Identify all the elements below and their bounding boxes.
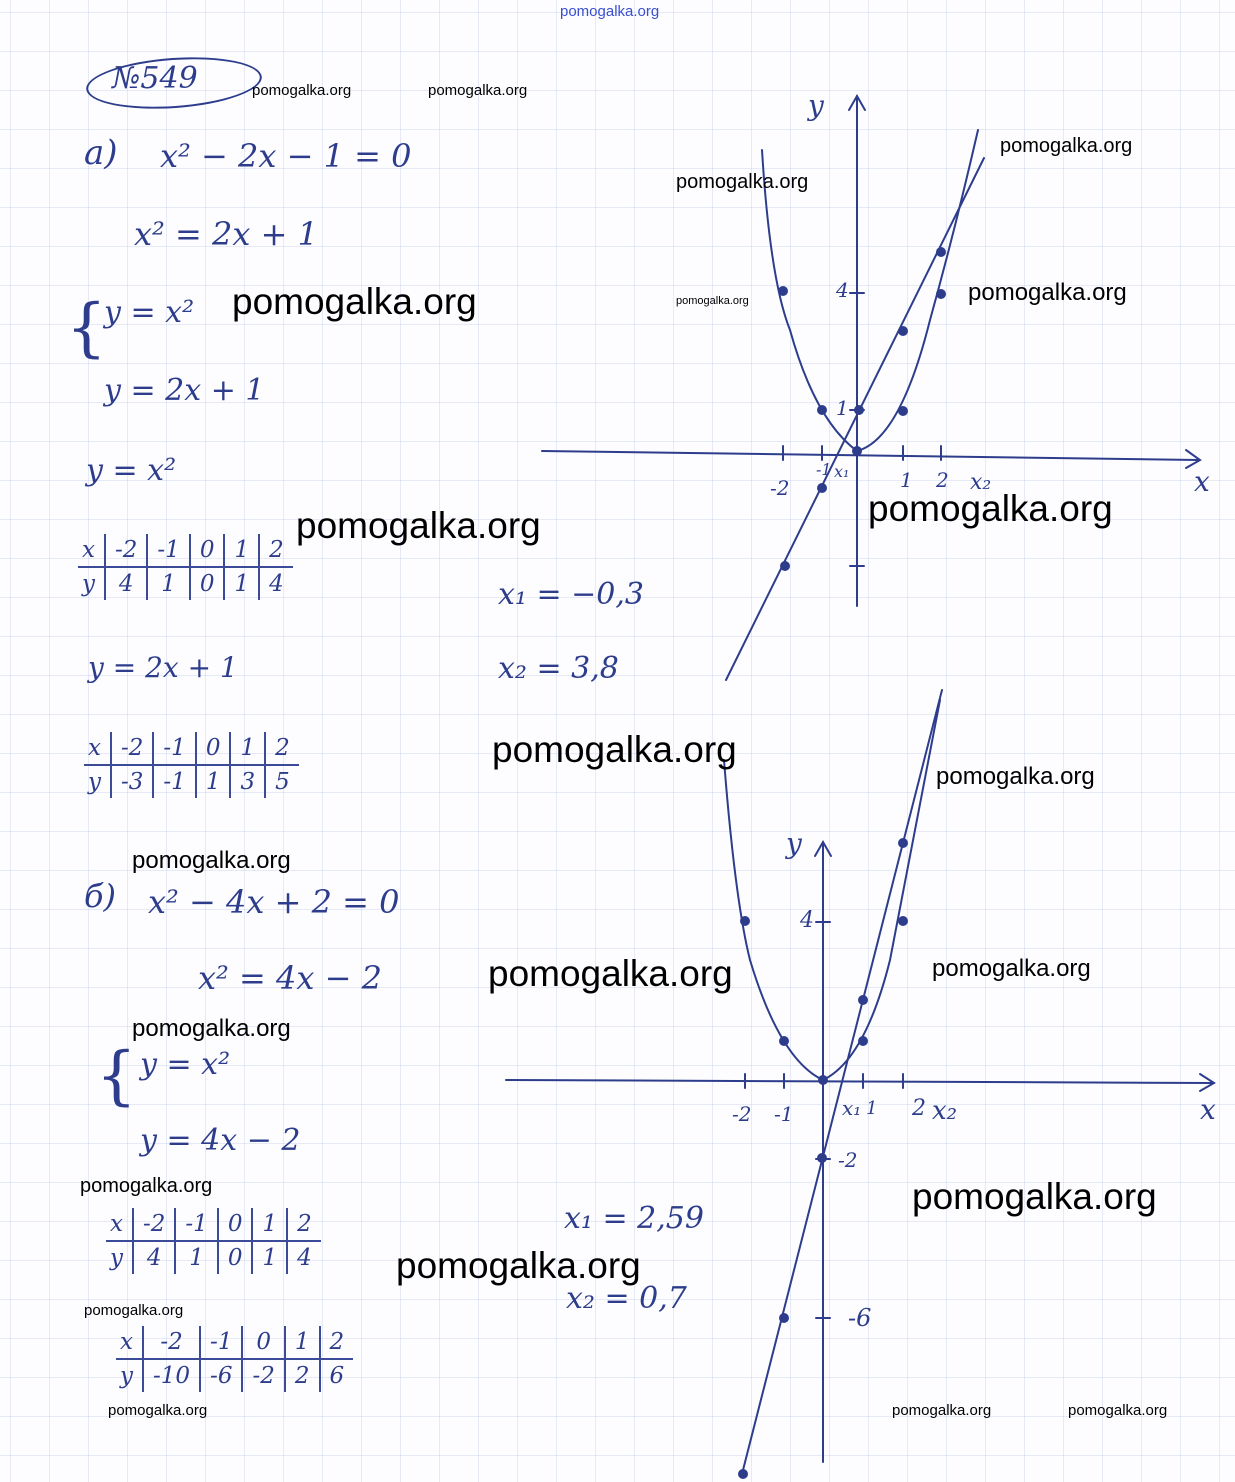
system-brace-b: { [96, 1039, 137, 1113]
part-a-table2-title: y = 2x + 1 [88, 651, 238, 684]
table-cell: x [106, 1208, 133, 1241]
table-cell: y [110, 1245, 123, 1271]
top-watermark: pomogalka.org [560, 3, 660, 20]
table-cell: -2 [133, 1208, 175, 1241]
watermark: pomogalka.org [296, 505, 541, 546]
graph-b-x-axis [506, 1080, 1214, 1083]
table-cell: 4 [287, 1241, 321, 1274]
watermark: pomogalka.org [676, 295, 749, 307]
table-cell: 1 [285, 1326, 320, 1359]
graph-b-tick-label: -2 [732, 1102, 752, 1126]
part-b-system-line2: y = 4x − 2 [140, 1123, 301, 1158]
graph-a-point [780, 561, 790, 571]
graph-b-x-label: x [1200, 1093, 1216, 1126]
graph-a-root-label: x₁ [834, 462, 850, 481]
table-cell: -1 [153, 765, 195, 798]
table-cell: 2 [265, 732, 299, 765]
system-brace-a: { [66, 291, 107, 365]
part-b-equation: x² − 4x + 2 = 0 [148, 883, 400, 921]
table-cell: 1 [196, 765, 231, 798]
watermark: pomogalka.org [868, 488, 1113, 529]
part-b-answer1: x₁ = 2,59 [564, 1201, 704, 1236]
graph-b-tick-label: -1 [774, 1102, 794, 1126]
graph-b-tick-label: -6 [848, 1304, 872, 1332]
graph-b-point [818, 1075, 828, 1085]
watermark: pomogalka.org [132, 1015, 291, 1042]
table-cell: 4 [105, 567, 147, 600]
watermark: pomogalka.org [396, 1245, 641, 1286]
watermark: pomogalka.org [968, 279, 1127, 306]
graph-b-point [817, 1153, 827, 1163]
part-a-answer1: x₁ = −0,3 [498, 577, 645, 612]
watermark: pomogalka.org [108, 1402, 208, 1419]
table-cell: -2 [242, 1359, 284, 1392]
table-cell: 0 [218, 1241, 253, 1274]
watermark: pomogalka.org [936, 763, 1095, 790]
graph-a-point [817, 405, 827, 415]
graph-b-tick-label: 4 [800, 908, 814, 933]
graph-a-point [936, 289, 946, 299]
table-cell: -6 [200, 1359, 242, 1392]
table-cell: 1 [147, 567, 189, 600]
table-cell: x [84, 732, 111, 765]
graph-a-root-label: x₂ [970, 470, 992, 495]
graph-b-parabola [724, 700, 940, 1080]
graph-a-point [898, 406, 908, 416]
table-cell: 3 [230, 765, 265, 798]
part-a-equation: x² − 2x − 1 = 0 [160, 137, 412, 175]
graph-a-tick-label: -2 [770, 476, 790, 500]
table-cell: 4 [259, 567, 293, 600]
table-cell: 0 [190, 534, 225, 567]
graph-b-point [738, 1469, 748, 1479]
table-cell: 2 [285, 1359, 320, 1392]
graph-b-point [898, 916, 908, 926]
table-cell: -3 [111, 765, 153, 798]
part-a-answer2: x₂ = 3,8 [498, 651, 619, 686]
graph-b-point [779, 1313, 789, 1323]
watermark: pomogalka.org [232, 281, 477, 322]
table-cell: y [82, 571, 95, 597]
watermark: pomogalka.org [80, 1175, 213, 1197]
task-number: №549 [112, 61, 198, 96]
graph-b-point [858, 995, 868, 1005]
part-b-label: б) [84, 877, 117, 915]
part-b-answer2: x₂ = 0,7 [566, 1281, 687, 1316]
table-cell: -1 [175, 1208, 217, 1241]
table-cell: -1 [200, 1326, 242, 1359]
graph-b-root-label: x₂ [932, 1096, 958, 1126]
table-cell: 1 [230, 732, 265, 765]
part-a-rewrite: x² = 2x + 1 [134, 215, 318, 253]
graph-a-point [817, 483, 827, 493]
part-a-label: а) [84, 133, 118, 173]
table-cell: 2 [259, 534, 293, 567]
table-cell: x [116, 1326, 143, 1359]
watermark: pomogalka.org [492, 729, 737, 770]
table-cell: -1 [153, 732, 195, 765]
watermark: pomogalka.org [676, 171, 809, 193]
graph-a-point [852, 446, 862, 456]
graph-a-x-axis [542, 451, 1198, 460]
watermark: pomogalka.org [132, 847, 291, 874]
table-cell: -2 [111, 732, 153, 765]
watermark: pomogalka.org [428, 82, 528, 99]
watermark: pomogalka.org [252, 82, 352, 99]
graph-a-tick-label: 1 [900, 468, 913, 492]
graph-a-tick-label: 4 [836, 278, 849, 302]
table-cell: -2 [105, 534, 147, 567]
graph-b-point [779, 1036, 789, 1046]
graph-b-root-label: x₁ [842, 1096, 862, 1120]
table-cell: 2 [287, 1208, 321, 1241]
graph-b-tick-label: 1 [866, 1098, 878, 1119]
part-a-system-line2: y = 2x + 1 [104, 373, 265, 408]
graph-b-point [740, 916, 750, 926]
graph-a-y-label: y [808, 89, 824, 122]
watermark: pomogalka.org [84, 1302, 184, 1319]
graph-b-tick-label: 2 [912, 1096, 926, 1121]
table-cell: 0 [242, 1326, 284, 1359]
table-cell: 1 [224, 567, 259, 600]
table-cell: -1 [147, 534, 189, 567]
watermark: pomogalka.org [488, 953, 733, 994]
graph-a-point [936, 247, 946, 257]
table-cell: -10 [143, 1359, 200, 1392]
table-cell: 2 [320, 1326, 354, 1359]
watermark: pomogalka.org [912, 1176, 1157, 1217]
table-cell: 1 [175, 1241, 217, 1274]
table-cell: -2 [143, 1326, 200, 1359]
graph-b-point [858, 1036, 868, 1046]
watermark: pomogalka.org [932, 955, 1091, 982]
watermark: pomogalka.org [892, 1402, 992, 1419]
table-cell: y [120, 1363, 133, 1389]
part-a-table1-title: y = x² [86, 453, 177, 488]
graph-b-tick-label: -2 [838, 1148, 858, 1172]
graph-a-x-label: x [1194, 465, 1210, 498]
table-cell: 1 [252, 1241, 287, 1274]
graph-a-line [726, 158, 984, 680]
graph-a-tick-label: 1 [836, 396, 849, 420]
table-cell: y [88, 769, 101, 795]
graph-a-tick-label: -1 [816, 460, 832, 479]
table-cell: 5 [265, 765, 299, 798]
part-a-system-line1: y = x² [104, 295, 195, 330]
watermark: pomogalka.org [1000, 135, 1133, 157]
table-cell: x [78, 534, 105, 567]
graph-a-tick-label: 2 [936, 468, 949, 492]
part-b-rewrite: x² = 4x − 2 [198, 959, 382, 997]
watermark: pomogalka.org [1068, 1402, 1168, 1419]
graph-b-y-label: y [786, 827, 802, 860]
graph-a-point [854, 405, 864, 415]
graph-b-point [898, 838, 908, 848]
table-cell: 0 [218, 1208, 253, 1241]
table-cell: 1 [224, 534, 259, 567]
part-b-system-line1: y = x² [140, 1047, 231, 1082]
table-cell: 0 [196, 732, 231, 765]
table-cell: 4 [133, 1241, 175, 1274]
table-cell: 6 [320, 1359, 354, 1392]
table-cell: 0 [190, 567, 225, 600]
graph-a-point [778, 286, 788, 296]
table-cell: 1 [252, 1208, 287, 1241]
graph-a-point [898, 326, 908, 336]
